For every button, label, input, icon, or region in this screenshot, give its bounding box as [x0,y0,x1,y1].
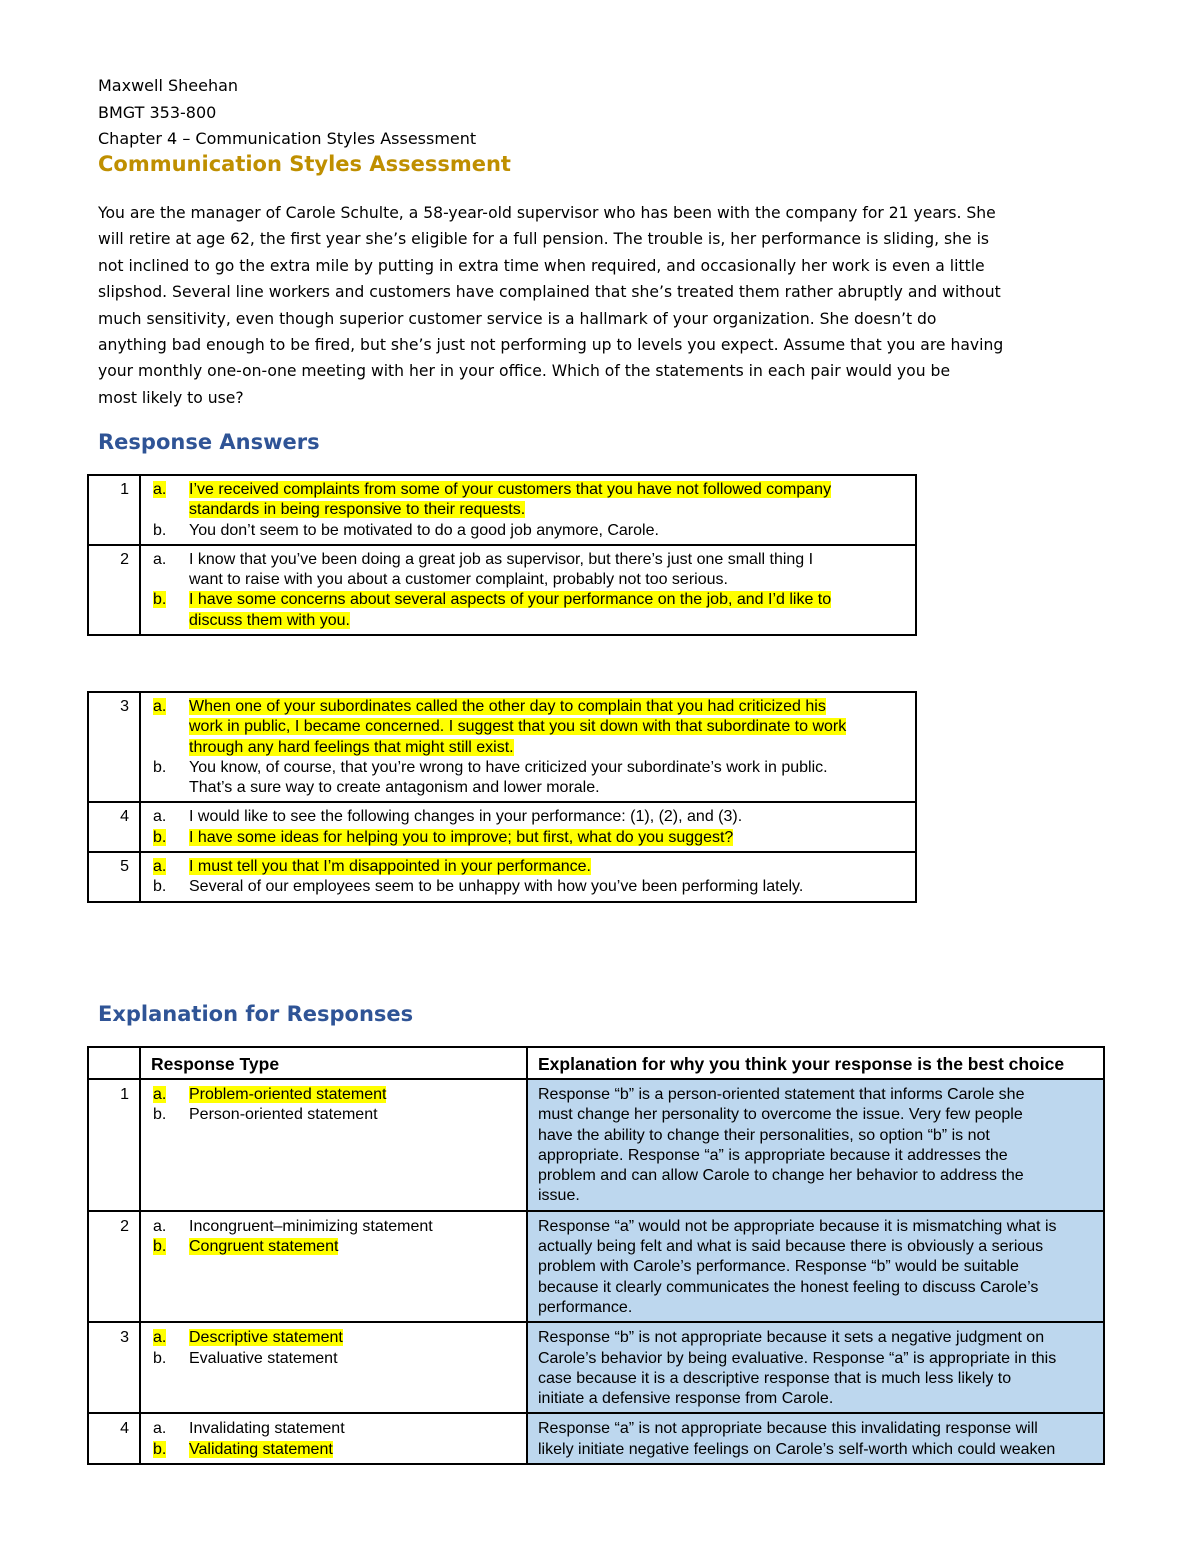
option-text [189,1105,518,1125]
option-text-span: That’s a sure way to create antagonism and lower morale. [189,779,600,797]
response-row [88,692,916,802]
option-text-line [189,521,907,541]
intro-line: You are the manager of Carole Schulte, a 58-year-old supervisor who has been with the company for 21 years. She [98,204,996,222]
option-text-line [189,857,907,877]
option-text-line [189,590,907,610]
option-text-span: Several of our employees seem to be unhappy with how you’ve been performing lately. [189,878,804,896]
question-number: 4 [88,802,140,852]
scenario-paragraph [98,200,1108,411]
explanation-line: problem with Carole’s performance. Response “b” would be suitable [538,1258,1019,1276]
option-text [189,1237,518,1257]
option-text [189,877,907,897]
option-text-span: Congruent statement [189,1238,339,1256]
option-letter [151,857,189,877]
response-answers-heading: Response Answers [98,430,320,454]
explanation-row [88,1413,1104,1464]
intro-line: not inclined to go the extra mile by putting in extra time when required, and occasionally her work is even a little [98,256,985,275]
option [151,1105,518,1125]
option-letter [151,697,189,758]
explanation-line: initiate a defensive response from Carole. [538,1390,834,1408]
selected-option [151,480,907,521]
option-text [189,697,907,758]
response-options [140,802,916,852]
option-text-span: I would like to see the following changes in your performance: (1), (2), and (3). [189,808,743,826]
response-type-cell [140,1322,527,1413]
page-title: Communication Styles Assessment [98,152,511,176]
response-row [88,852,916,902]
explanation-cell [527,1079,1104,1211]
intro-line: most likely to use? [98,388,244,407]
option-text-span: want to raise with you about a customer complaint, probably not too serious. [189,571,728,589]
header-num-cell [88,1047,140,1079]
option-text-span: I have some concerns about several aspects of your performance on the job, and I’d like to [189,591,832,609]
option-text-span: Incongruent–minimizing statement [189,1217,433,1235]
option-text-line [189,480,907,500]
option-letter-text: b. [153,758,167,776]
explanation-cell [527,1413,1104,1464]
option [151,1419,518,1439]
response-options [140,545,916,635]
selected-option [151,1237,518,1257]
option-text-span: I know that you’ve been doing a great job as supervisor, but there’s just one small thing I [189,550,814,568]
option-letter [151,550,189,591]
option-letter-text: a. [153,1217,167,1235]
option-text-span: through any hard feelings that might still exist. [189,738,514,756]
option-text-span: I must tell you that I’m disappointed in your performance. [189,858,591,876]
explanation-row [88,1211,1104,1322]
question-number: 2 [88,545,140,635]
question-number: 5 [88,852,140,902]
option-letter [151,521,189,541]
option-text-span: standards in being responsive to their requests. [189,501,526,519]
question-number: 3 [88,692,140,802]
explanation-line: Response “a” would not be appropriate because it is mismatching what is [538,1217,1057,1235]
option-text [189,1349,518,1369]
option-text-span: discuss them with you. [189,611,350,629]
option-letter-text: a. [153,1086,167,1103]
option-text-span: I’ve received complaints from some of your customers that you have not followed company [189,481,832,498]
option-letter-text: b. [153,1440,167,1458]
option-text [189,1085,518,1105]
explanation-line: issue. [538,1187,580,1205]
selected-option [151,1328,518,1348]
question-number: 2 [88,1211,140,1322]
option-text [189,480,907,521]
option-letter-text: b. [153,828,167,846]
option-text [189,1440,518,1460]
explanation-row [88,1322,1104,1413]
question-number: 3 [88,1322,140,1413]
option-text-span: Descriptive statement [189,1329,343,1347]
option-text [189,807,907,827]
option-letter-text: b. [153,591,167,609]
explanation-table [87,1046,1105,1465]
option [151,1217,518,1237]
option-text-line [189,611,907,631]
option [151,877,907,897]
option-letter [151,877,189,897]
option-letter-text: b. [153,1349,167,1367]
option-text-line [189,1105,518,1125]
option-text-line [189,500,907,520]
explanation-row [88,1079,1104,1211]
selected-option [151,857,907,877]
option-text-span: work in public, I became concerned. I suggest that you sit down with that subordinate to work [189,718,847,736]
option-letter [151,807,189,827]
question-number: 1 [88,475,140,545]
option-text-line [189,550,907,570]
question-number: 1 [88,1079,140,1211]
author-name: Maxwell Sheehan [98,76,239,95]
option-letter [151,1328,189,1348]
option-letter-text: b. [153,878,167,896]
intro-line: much sensitivity, even though superior customer service is a hallmark of your organization. She doesn’t do [98,309,937,328]
response-answers-table-2 [87,691,917,903]
selected-option [151,1440,518,1460]
intro-line: slipshod. Several line workers and customers have complained that she’s treated them rather abruptly and without [98,283,1001,302]
explanation-line: because it clearly communicates the honest feeling to discuss Carole’s [538,1278,1039,1296]
intro-line: anything bad enough to be fired, but she’s just not performing up to levels you expect. Assume that you are having [98,336,1004,355]
option-letter [151,480,189,521]
option-text-line [189,1085,518,1105]
option-text-span: Person-oriented statement [189,1106,378,1124]
chapter-line: Chapter 4 – Communication Styles Assessment [98,129,477,148]
course-code: BMGT 353-800 [98,103,217,122]
option-text [189,590,907,631]
explanation-line: must change her personality to overcome the issue. Very few people [538,1106,1023,1124]
option-text-line [189,697,907,717]
response-row [88,802,916,852]
explanation-line: actually being felt and what is said because there is obviously a serious [538,1238,1044,1256]
option-text-span: You know, of course, that you’re wrong to have criticized your subordinate’s work in public. [189,758,828,776]
option-text-line [189,1440,518,1460]
header-explanation: Explanation for why you think your response is the best choice [527,1047,1104,1079]
explanation-line: Response “b” is not appropriate because it sets a negative judgment on [538,1329,1045,1347]
explanation-cell [527,1211,1104,1322]
option-text-line [189,1419,518,1439]
option-text-span: Invalidating statement [189,1420,345,1438]
option-letter-text: a. [153,808,167,826]
explanation-line: appropriate. Response “a” is appropriate because it addresses the [538,1146,1008,1164]
option-letter [151,1217,189,1237]
option-letter-text: b. [153,1238,167,1256]
option-letter-text: b. [153,521,167,539]
option [151,550,907,591]
option-text-line [189,1217,518,1237]
option-letter-text: b. [153,1106,167,1124]
option-letter-text: a. [153,550,167,568]
response-options [140,475,916,545]
response-options [140,692,916,802]
option-text-span: When one of your subordinates called the other day to complain that you had criticized his [189,698,826,715]
intro-line: will retire at age 62, the first year she’s eligible for a full pension. The trouble is, her performance is sliding, she is [98,230,990,249]
option-text-span: Problem-oriented statement [189,1086,387,1103]
option-text [189,1217,518,1237]
option-text-span: Validating statement [189,1440,333,1458]
option-letter-text: a. [153,858,167,876]
option [151,807,907,827]
explanation-line: Carole’s behavior by being evaluative. Response “a” is appropriate in this [538,1349,1057,1367]
selected-option [151,697,907,758]
option [151,758,907,799]
option-text-line [189,828,907,848]
option-text-line [189,717,907,737]
response-row [88,475,916,545]
option-letter-text: a. [153,481,167,498]
option-text [189,550,907,591]
option-letter-text: a. [153,1420,167,1438]
option-text-line [189,807,907,827]
option-letter [151,1105,189,1125]
option-text-line [189,1328,518,1348]
option-letter [151,1237,189,1257]
option-text-line [189,570,907,590]
option-text [189,521,907,541]
response-answers-table-1 [87,474,917,636]
option-text [189,828,907,848]
option-text-span: You don’t seem to be motivated to do a good job anymore, Carole. [189,521,659,539]
question-number: 4 [88,1413,140,1464]
option-text-line [189,1237,518,1257]
header-response-type: Response Type [140,1047,527,1079]
selected-option [151,1085,518,1105]
option-letter [151,1349,189,1369]
response-row [88,545,916,635]
response-type-cell [140,1211,527,1322]
explanation-cell [527,1322,1104,1413]
option-text-span: I have some ideas for helping you to improve; but first, what do you suggest? [189,828,734,846]
intro-line: your monthly one-on-one meeting with her in your office. Which of the statements in each pair would you be [98,362,951,381]
option-letter [151,1419,189,1439]
option-text-line [189,877,907,897]
option-letter [151,828,189,848]
option-letter [151,758,189,799]
option-letter [151,1440,189,1460]
option-letter-text: a. [153,698,167,715]
explanation-line: likely initiate negative feelings on Carole’s self-worth which could weaken [538,1440,1056,1458]
explanation-line: have the ability to change their personalities, so option “b” is not [538,1126,990,1144]
response-options [140,852,916,902]
option-text [189,1328,518,1348]
response-type-cell [140,1413,527,1464]
option-text [189,1419,518,1439]
selected-option [151,828,907,848]
selected-option [151,590,907,631]
option-letter [151,1085,189,1105]
option-text-line [189,778,907,798]
option-letter [151,590,189,631]
explanation-line: Response “a” is not appropriate because this invalidating response will [538,1420,1038,1438]
response-type-cell [140,1079,527,1211]
option-text-line [189,758,907,778]
explanation-heading: Explanation for Responses [98,1002,414,1026]
explanation-line: problem and can allow Carole to change her behavior to address the [538,1167,1024,1185]
option-letter-text: a. [153,1329,167,1347]
option-text [189,758,907,799]
option-text-line [189,1349,518,1369]
explanation-line: case because it is a descriptive response that is much less likely to [538,1369,1012,1387]
explanation-line: Response “b” is a person-oriented statement that informs Carole she [538,1086,1025,1103]
explanation-header-row [88,1047,1104,1079]
option [151,521,907,541]
option-text-span: Evaluative statement [189,1349,338,1367]
option-text-line [189,738,907,758]
option-text [189,857,907,877]
option [151,1349,518,1369]
explanation-line: performance. [538,1298,633,1316]
